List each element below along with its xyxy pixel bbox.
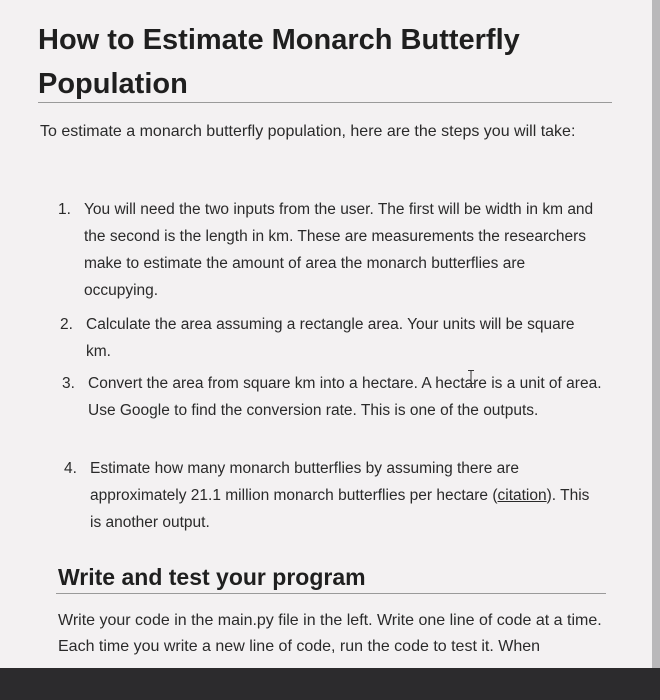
list-item-number: 2. xyxy=(60,316,73,333)
list-item-text: You will need the two inputs from the user. The first will be width in km and the second is the length in km. These are measurements the researchers make to estimate the amount of area the monarch butterflies are occupying. xyxy=(84,201,594,299)
list-item-text: Convert the area from square km into a hectare. A hectare is a unit of area. Use Google to find the conversion rate. This is one of the outputs. xyxy=(88,375,602,419)
list-item-text-before: Estimate how many monarch butterflies by assuming there are approximately 21.1 million monarch butterflies per hectare ( xyxy=(90,460,520,504)
intro-paragraph: To estimate a monarch butterfly population, here are the steps you will take: xyxy=(40,123,576,140)
window-edge xyxy=(652,0,660,700)
list-item-text xyxy=(90,455,600,536)
section-paragraph: Write your code in the main.py file in the left. Write one line of code at a time. Each time you write a new line of code, run the code to test it. When xyxy=(58,612,602,655)
section-heading: Write and test your program xyxy=(58,564,366,590)
citation-link[interactable]: citation xyxy=(497,487,547,504)
list-item-text: Calculate the area assuming a rectangle area. Your units will be square km. xyxy=(86,316,575,360)
list-item-number: 3. xyxy=(62,375,75,392)
page-title: How to Estimate Monarch Butterfly Population xyxy=(38,24,520,100)
section-divider xyxy=(56,593,606,594)
text-cursor-icon xyxy=(468,370,474,384)
title-divider xyxy=(38,102,612,103)
list-item-text-after: ). This is another output. xyxy=(90,487,590,531)
list-item-number: 1. xyxy=(58,201,71,218)
list-item-number: 4. xyxy=(64,460,77,477)
bottom-bar xyxy=(0,668,660,700)
